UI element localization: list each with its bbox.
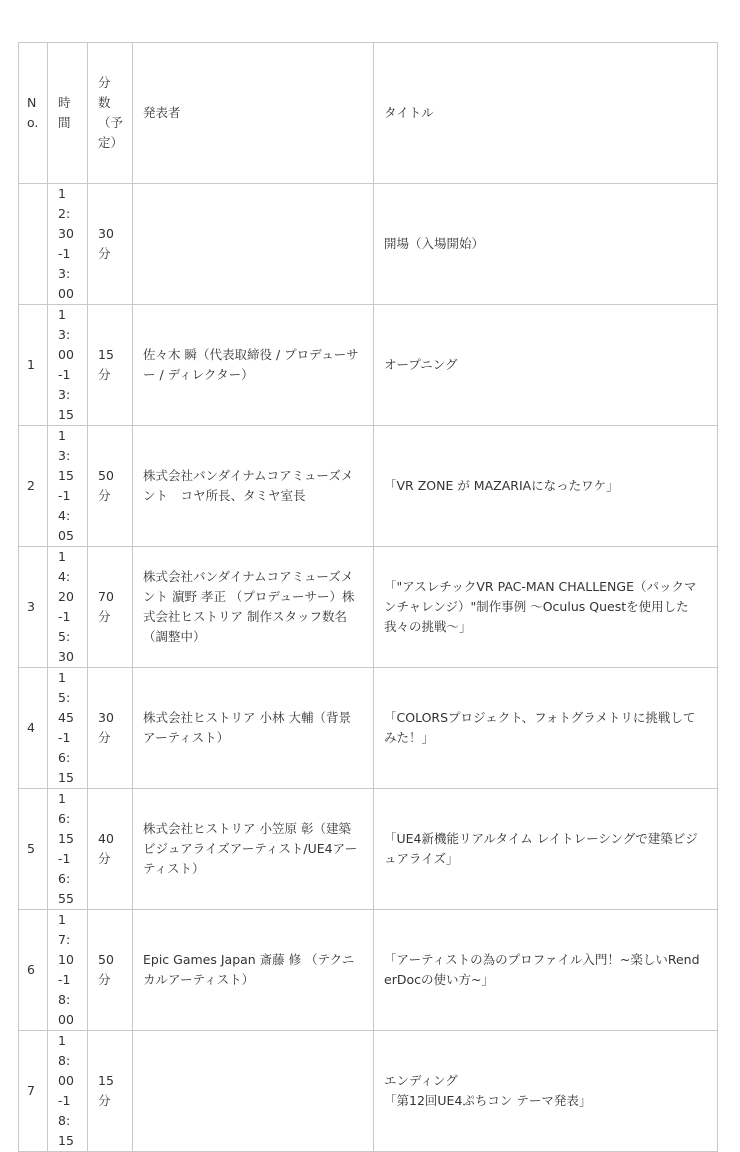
row-title (374, 789, 718, 910)
title-line: 「VR ZONE が MAZARIAになったワケ」 (384, 478, 619, 493)
row-time: 17:10-18:00 (48, 910, 88, 1031)
title-line: 「UE4新機能リアルタイム レイトレーシングで建築ビジュアライズ」 (384, 831, 698, 866)
schedule-row (19, 305, 718, 426)
row-minutes: 30分 (88, 668, 133, 789)
row-time: 16:15-16:55 (48, 789, 88, 910)
row-minutes: 15分 (88, 1031, 133, 1152)
row-presenter (133, 305, 374, 426)
row-time: 14:20-15:30 (48, 547, 88, 668)
row-no: 7 (19, 1031, 48, 1152)
row-minutes: 70分 (88, 547, 133, 668)
row-no: 3 (19, 547, 48, 668)
row-no: 6 (19, 910, 48, 1031)
schedule-row (19, 547, 718, 668)
row-title (374, 547, 718, 668)
row-presenter (133, 547, 374, 668)
title-line: エンディング (384, 1073, 458, 1088)
row-minutes: 15分 (88, 305, 133, 426)
header-minutes: 分数（予定） (88, 43, 133, 184)
presenter-line: 佐々木 瞬（代表取締役 / プロデューサー / ディレクター） (143, 347, 359, 382)
row-time: 18:00-18:15 (48, 1031, 88, 1152)
presenter-line: Epic Games Japan 斎藤 修 （テクニカルアーティスト） (143, 952, 355, 987)
presenter-line: 株式会社バンダイナムコアミューズメント コヤ所長、タミヤ室長 (143, 468, 354, 503)
row-presenter (133, 1031, 374, 1152)
row-title (374, 305, 718, 426)
schedule-body (19, 43, 718, 1152)
title-line: オープニング (384, 357, 458, 372)
title-line: 「アーティストの為のプロファイル入門！~楽しいRenderDocの使い方~」 (384, 952, 700, 987)
row-time: 15:45-16:15 (48, 668, 88, 789)
row-no (19, 184, 48, 305)
row-no: 4 (19, 668, 48, 789)
header-no: No. (19, 43, 48, 184)
schedule-row (19, 184, 718, 305)
schedule-row (19, 668, 718, 789)
header-title: タイトル (374, 43, 718, 184)
row-minutes: 50分 (88, 426, 133, 547)
row-minutes: 40分 (88, 789, 133, 910)
row-no: 2 (19, 426, 48, 547)
title-line: 「COLORSプロジェクト、フォトグラメトリに挑戦してみた！」 (384, 710, 696, 745)
row-minutes: 50分 (88, 910, 133, 1031)
row-title (374, 184, 718, 305)
row-time: 13:15-14:05 (48, 426, 88, 547)
presenter-line: 株式会社バンダイナムコアミューズメント 濵野 孝正 （プロデューサー）株式会社ヒストリア 制作スタッフ数名 （調整中） (143, 569, 355, 644)
title-line: 「第12回UE4ぷちコン テーマ発表」 (384, 1093, 592, 1108)
row-title (374, 910, 718, 1031)
header-time: 時間 (48, 43, 88, 184)
schedule-row (19, 1031, 718, 1152)
title-line: 開場（入場開始） (384, 236, 485, 251)
row-no: 1 (19, 305, 48, 426)
row-presenter (133, 789, 374, 910)
header-row (19, 43, 718, 184)
row-title (374, 1031, 718, 1152)
presenter-line: 株式会社ヒストリア 小林 大輔（背景アーティスト） (143, 710, 351, 745)
schedule-row (19, 910, 718, 1031)
row-title (374, 426, 718, 547)
row-title (374, 668, 718, 789)
schedule-row (19, 789, 718, 910)
title-line: 「"アスレチックVR PAC-MAN CHALLENGE（パックマンチャレンジ）"制作事例 〜Oculus Questを使用した我々の挑戦〜」 (384, 579, 697, 634)
row-presenter (133, 184, 374, 305)
row-minutes: 30分 (88, 184, 133, 305)
header-presenter: 発表者 (133, 43, 374, 184)
row-presenter (133, 910, 374, 1031)
row-time: 12:30-13:00 (48, 184, 88, 305)
presenter-line: 株式会社ヒストリア 小笠原 彰（建築ビジュアライズアーティスト/UE4アーティスト） (143, 821, 358, 876)
row-time: 13:00-13:15 (48, 305, 88, 426)
schedule-table (18, 42, 718, 1152)
row-presenter (133, 668, 374, 789)
row-no: 5 (19, 789, 48, 910)
row-presenter (133, 426, 374, 547)
schedule-row (19, 426, 718, 547)
